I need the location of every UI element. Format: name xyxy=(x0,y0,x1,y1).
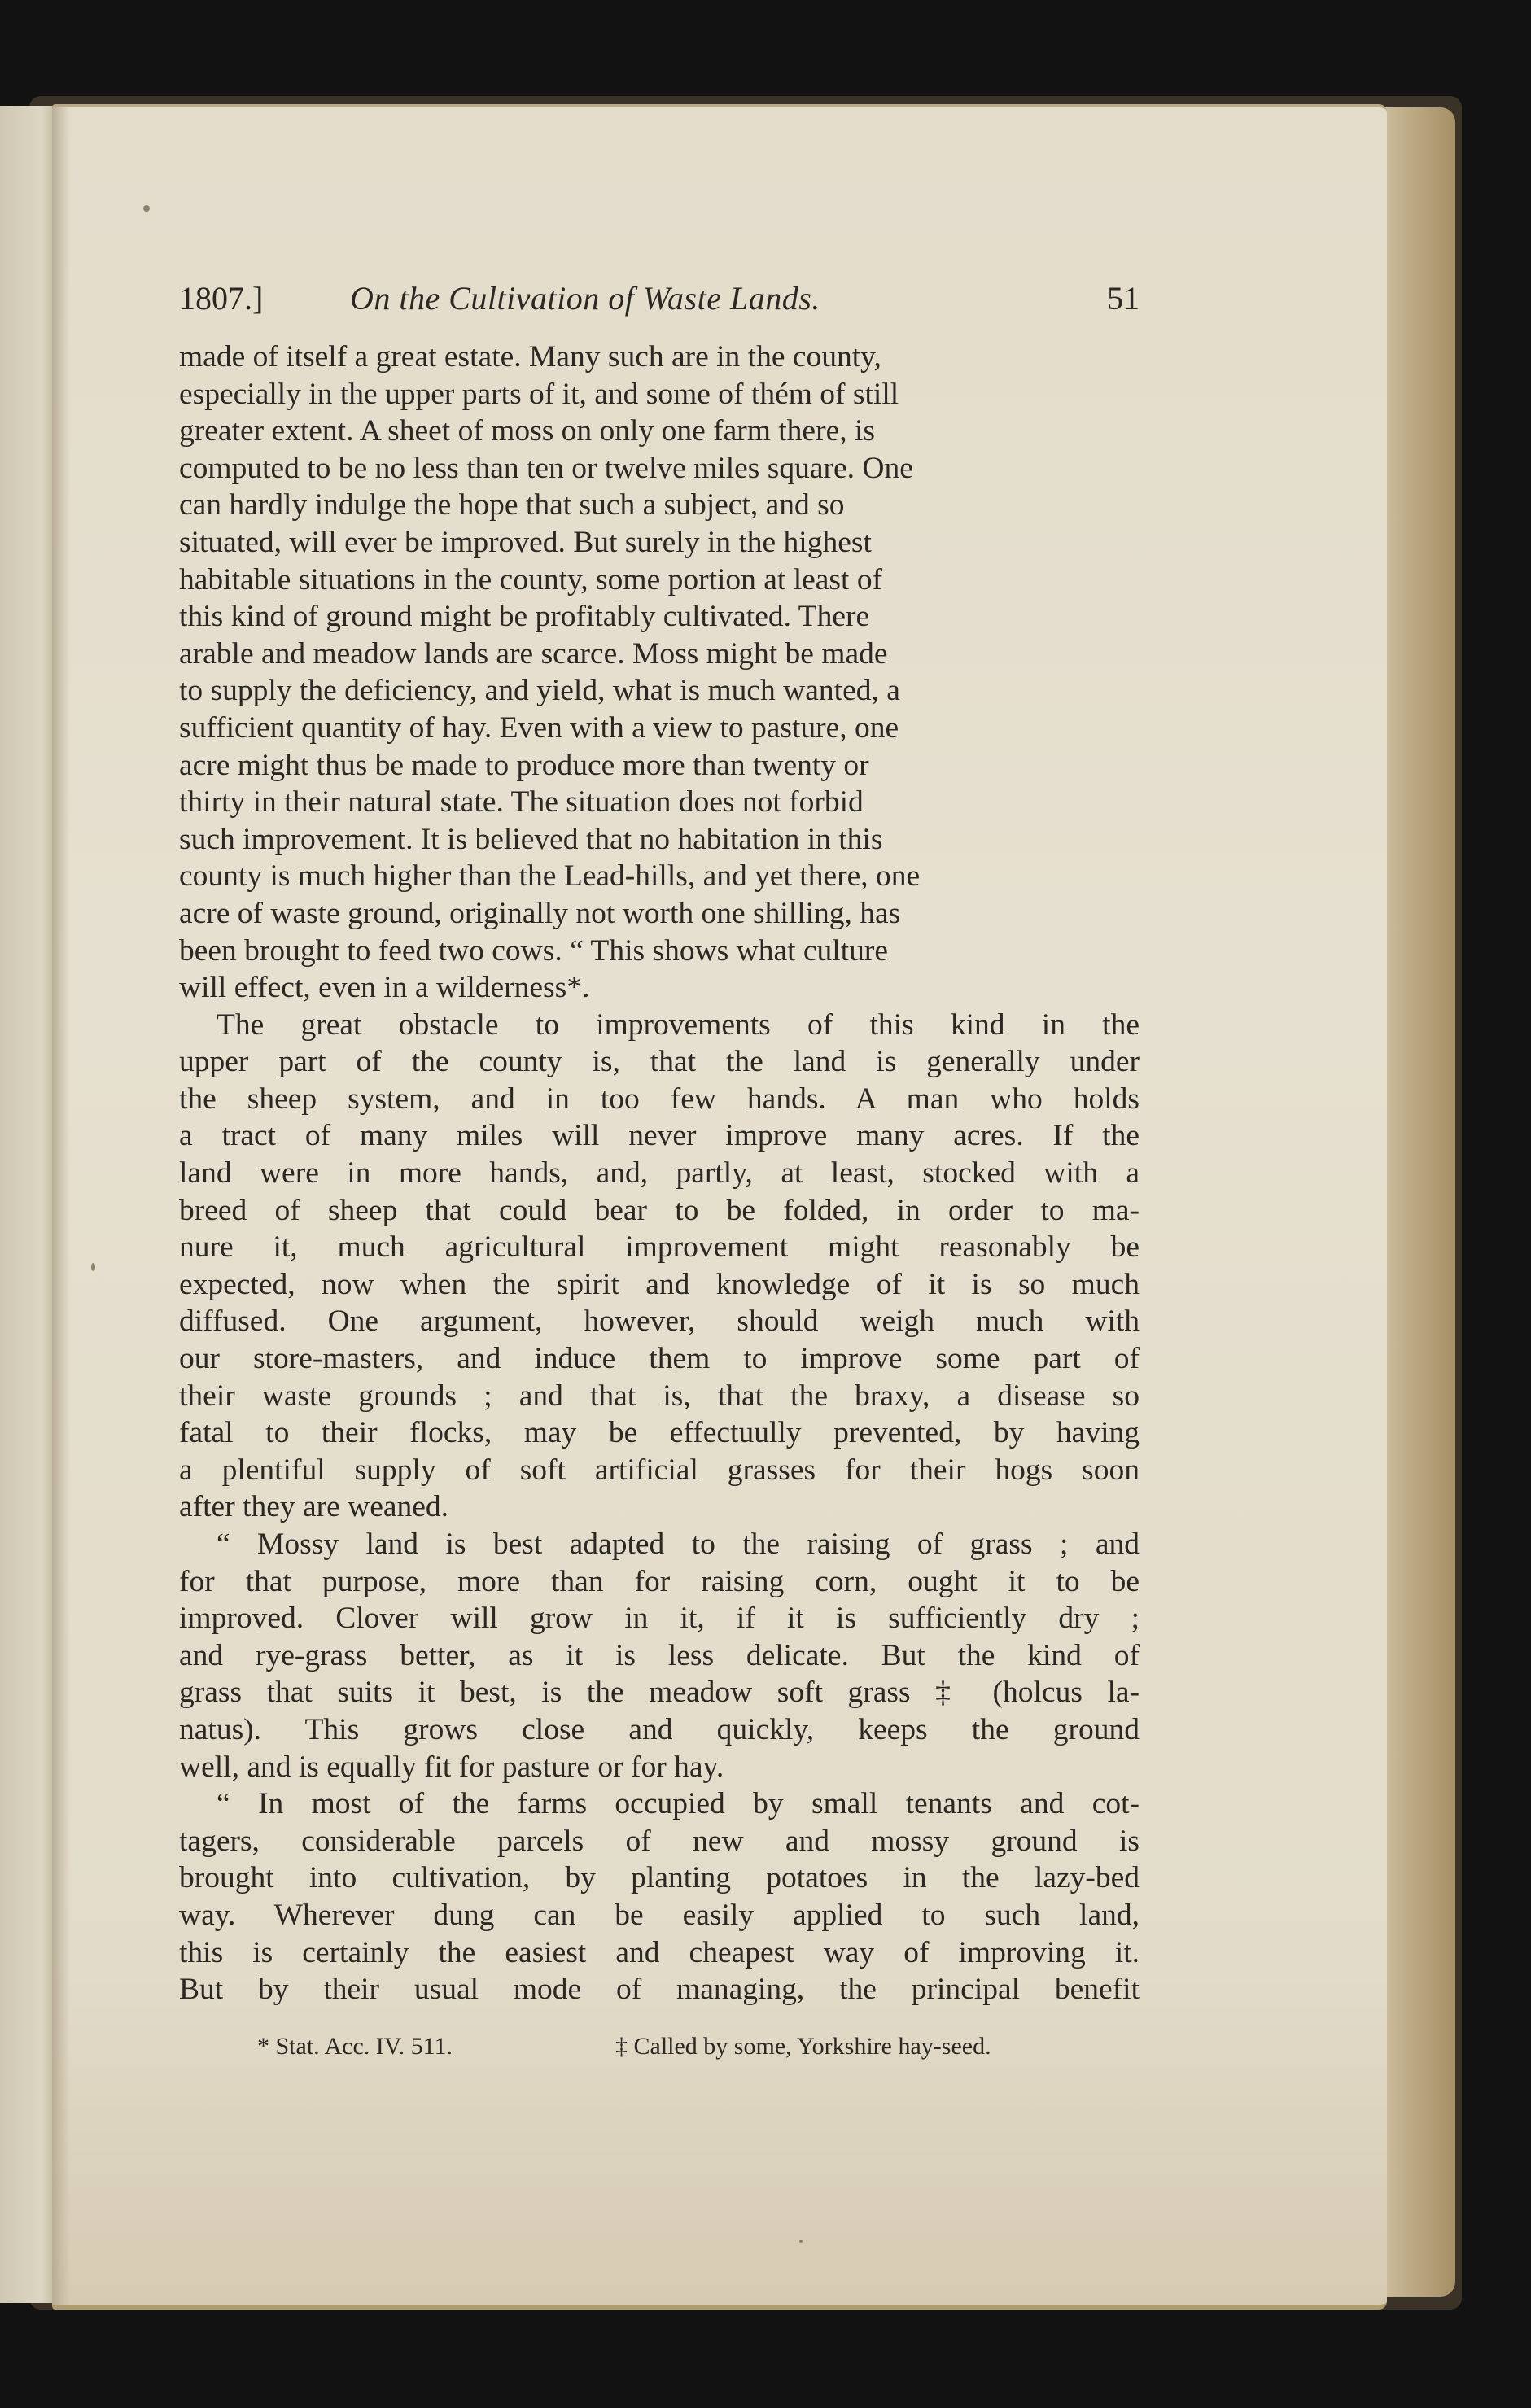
text-line: to supply the deficiency, and yield, what is much wanted, a xyxy=(179,674,900,708)
text-line: this is certainly the easiest and cheapest way of improving it. xyxy=(179,1935,1140,1969)
text-line: after they are weaned. xyxy=(179,1490,449,1524)
text-line: this kind of ground might be profitably cultivated. There xyxy=(179,600,870,634)
text-line: computed to be no less than ten or twelve miles square. One xyxy=(179,451,913,485)
running-head xyxy=(179,270,1140,327)
text-line: tagers, considerable parcels of new and mossy ground is xyxy=(179,1824,1140,1858)
paragraph xyxy=(179,1785,1140,2008)
text-line: improved. Clover will grow in it, if it is sufficiently dry ; xyxy=(179,1602,1140,1636)
text-line: greater extent. A sheet of moss on only one farm there, is xyxy=(179,414,875,448)
text-line: thirty in their natural state. The situation does not forbid xyxy=(179,785,864,819)
text-line: But by their usual mode of managing, the principal benefit xyxy=(179,1973,1140,2007)
text-line: The great obstacle to improvements of this kind in the xyxy=(217,1007,1140,1042)
text-line: habitable situations in the county, some portion at least of xyxy=(179,562,883,597)
facing-page-edge xyxy=(0,106,59,2303)
paragraph xyxy=(179,1526,1140,1785)
text-line: expected, now when the spirit and knowledge of it is so much xyxy=(179,1267,1140,1301)
text-line: well, and is equally fit for pasture or for hay. xyxy=(179,1750,724,1784)
text-line: will effect, even in a wilderness*. xyxy=(179,971,590,1005)
text-line: upper part of the county is, that the land is generally under xyxy=(179,1045,1140,1079)
text-line: the sheep system, and in too few hands. A man who holds xyxy=(179,1082,1140,1116)
text-line: their waste grounds ; and that is, that the braxy, a disease so xyxy=(179,1379,1140,1413)
text-line: land were in more hands, and, partly, at least, stocked with a xyxy=(179,1156,1140,1191)
footnotes xyxy=(179,2026,1140,2067)
text-line: a plentiful supply of soft artificial grasses for their hogs soon xyxy=(179,1453,1140,1487)
body-text xyxy=(179,339,1140,2008)
text-line: arable and meadow lands are scarce. Moss might be made xyxy=(179,636,888,671)
book-page xyxy=(52,104,1387,2310)
footnote-double-dagger: ‡ Called by some, Yorkshire hay-seed. xyxy=(615,2032,991,2060)
paper-speck xyxy=(799,2240,803,2243)
text-line: a tract of many miles will never improve many acres. If the xyxy=(179,1119,1140,1153)
text-line: our store-masters, and induce them to improve some part of xyxy=(179,1342,1140,1376)
text-block xyxy=(179,270,1140,2067)
footnote-star: * Stat. Acc. IV. 511. xyxy=(257,2032,453,2060)
text-line: nure it, much agricultural improvement might reasonably be xyxy=(179,1230,1140,1265)
text-line: can hardly indulge the hope that such a subject, and so xyxy=(179,488,845,522)
text-line: way. Wherever dung can be easily applied to such land, xyxy=(179,1898,1140,1932)
text-line: “ Mossy land is best adapted to the raising of grass ; and xyxy=(217,1527,1140,1561)
text-line: sufficient quantity of hay. Even with a view to pasture, one xyxy=(179,710,899,745)
text-line: fatal to their flocks, may be effectuully prevented, by having xyxy=(179,1416,1140,1450)
text-line: been brought to feed two cows. “ This shows what culture xyxy=(179,933,888,968)
paper-speck xyxy=(91,1263,95,1271)
text-line: grass that suits it best, is the meadow soft grass ‡ (holcus la- xyxy=(179,1676,1140,1710)
text-line: for that purpose, more than for raising corn, ought it to be xyxy=(179,1564,1140,1598)
text-line: breed of sheep that could bear to be folded, in order to ma- xyxy=(179,1193,1140,1227)
text-line: diffused. One argument, however, should weigh much with xyxy=(179,1305,1140,1339)
text-line: and rye-grass better, as it is less delicate. But the kind of xyxy=(179,1638,1140,1672)
text-line: acre might thus be made to produce more than twenty or xyxy=(179,748,869,782)
running-head-title: On the Cultivation of Waste Lands. xyxy=(350,280,820,317)
page-number: 51 xyxy=(1107,280,1140,317)
text-line: natus). This grows close and quickly, keeps the ground xyxy=(179,1712,1140,1746)
text-line: “ In most of the farms occupied by small tenants and cot- xyxy=(217,1787,1140,1821)
text-line: situated, will ever be improved. But surely in the highest xyxy=(179,525,872,559)
text-line: acre of waste ground, originally not worth one shilling, has xyxy=(179,896,901,930)
paper-speck xyxy=(143,205,150,212)
text-line: county is much higher than the Lead-hills, and yet there, one xyxy=(179,859,921,894)
text-line: made of itself a great estate. Many such are in the county, xyxy=(179,340,881,374)
paragraph xyxy=(179,1007,1140,1526)
text-line: such improvement. It is believed that no habitation in this xyxy=(179,822,883,856)
paragraph xyxy=(179,339,1140,1007)
text-line: brought into cultivation, by planting potatoes in the lazy-bed xyxy=(179,1861,1140,1895)
running-head-year: 1807.] xyxy=(179,280,264,317)
page-gutter xyxy=(52,107,70,2305)
text-line: especially in the upper parts of it, and some of thém of still xyxy=(179,377,899,411)
